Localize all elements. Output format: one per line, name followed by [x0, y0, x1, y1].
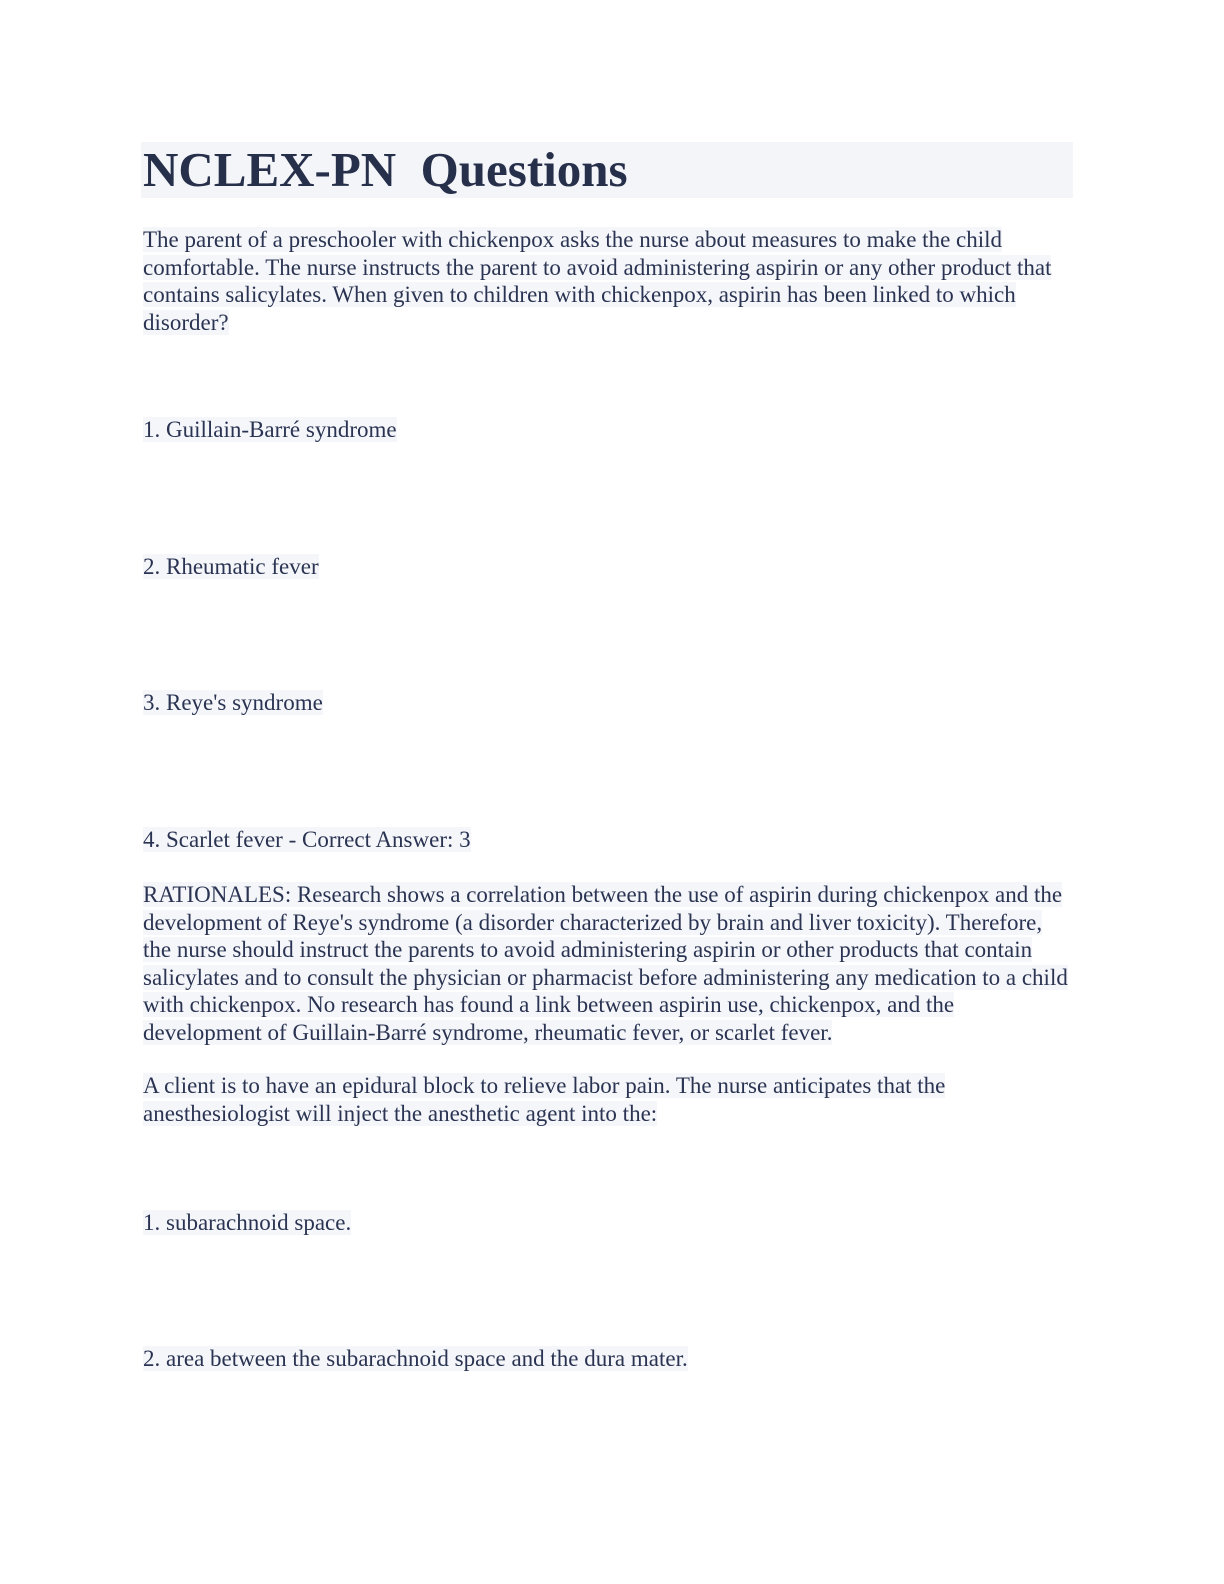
question-2-stem	[143, 1072, 1043, 1127]
page-title: NCLEX-PN Questions	[143, 142, 628, 197]
question-1-stem-text: The parent of a preschooler with chickenpox asks the nurse about measures to make the child comfortable. The nurse instructs the parent to avoid administering aspirin or any other product that contains salicylates. When given to children with chickenpox, aspirin has been linked to which disorder?	[143, 227, 1052, 335]
option-text: 4. Scarlet fever - Correct Answer: 3	[143, 827, 471, 852]
question-1-option-2	[143, 553, 319, 581]
question-1-rationale	[143, 881, 1068, 1046]
option-text: 2. Rheumatic fever	[143, 554, 319, 579]
question-2-option-1	[143, 1209, 351, 1237]
option-text: 3. Reye's syndrome	[143, 690, 323, 715]
question-2-option-2	[143, 1345, 688, 1373]
question-1-option-1	[143, 416, 397, 444]
question-1-option-4	[143, 826, 471, 854]
option-text: 2. area between the subarachnoid space and the dura mater.	[143, 1346, 688, 1371]
question-2-stem-text: A client is to have an epidural block to relieve labor pain. The nurse anticipates that the anesthesiologist will inject the anesthetic agent into the:	[143, 1073, 946, 1126]
rationale-text: RATIONALES: Research shows a correlation between the use of aspirin during chickenpox and the development of Reye's syndrome (a disorder characterized by brain and liver toxicity). Therefore, the nurse should instruct the parents to avoid administering aspirin or other products that contain salicylates and to consult the physician or pharmacist before administering any medication to a child with chickenpox. No research has found a link between aspirin use, chickenpox, and the development of Guillain-Barré syndrome, rheumatic fever, or scarlet fever.	[143, 882, 1068, 1045]
question-1-option-3	[143, 689, 323, 717]
option-text: 1. subarachnoid space.	[143, 1210, 352, 1235]
option-text: 1. Guillain-Barré syndrome	[143, 417, 397, 442]
question-1-stem	[143, 226, 1058, 336]
